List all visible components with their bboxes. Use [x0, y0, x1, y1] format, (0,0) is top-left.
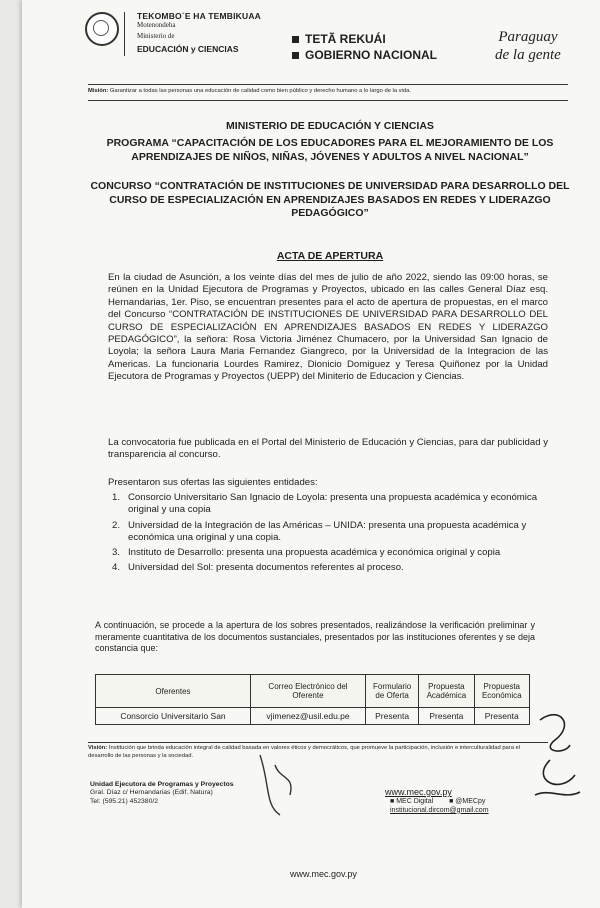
footer-rule	[88, 742, 548, 743]
mision-line	[88, 88, 411, 94]
ministry-title: MINISTERIO DE EDUCACIÓN Y CIENCIAS	[226, 120, 434, 132]
cell-formulario: Presenta	[366, 708, 419, 725]
footer-bottom-web[interactable]: www.mec.gov.py	[290, 869, 357, 879]
paragraph-2: La convocatoria fue publicada en el Portal del Ministerio de Educación y Ciencias, para dar publicidad y transparencia al concurso.	[108, 437, 548, 461]
footer-social	[390, 798, 489, 815]
square-bullet-icon	[292, 52, 299, 59]
ministry-guarani-sub: Motenondeha	[137, 21, 176, 29]
entities-list	[112, 492, 552, 578]
mision-text: Garantizar a todas las personas una educación de calidad como bien público y derecho humano a lo largo de la vida.	[109, 88, 411, 94]
list-item: 2. Universidad de la Integración de las Américas – UNIDA: presenta una propuesta académica y económica una original y una copia.	[112, 519, 527, 543]
header-divider	[124, 12, 125, 56]
social-icon: ■	[449, 798, 454, 805]
cell-economica: Presenta	[474, 708, 529, 725]
brand-line-1: Paraguay	[498, 29, 558, 45]
col-academica: Propuesta Académica	[419, 675, 474, 708]
footer-phone: Tel: (595.21) 452380/2	[90, 797, 159, 805]
footer-email[interactable]: institucional.dircom@gmail.com	[390, 806, 489, 814]
list-item: 1. Consorcio Universitario San Ignacio de Loyola: presenta una propuesta académica y económica original y una copia	[112, 492, 538, 516]
list-item: 3. Instituto de Desarrollo: presenta una propuesta académica y económica original y copia	[112, 547, 501, 559]
cell-oferente: Consorcio Universitario San	[96, 708, 251, 725]
offers-table	[95, 674, 530, 725]
paragraph-1: En la ciudad de Asunción, a los veinte días del mes de julio de año 2022, siendo las 09:00 horas, se reúnen en la Unidad Ejecutora de Programas y Proyectos, ubicado en las calles General Díaz esq. Hernandarias, 1er. Piso, se encuentran presentes para el acto de apertura de propuestas, en el marco del Concurso “CONTRATACIÓN DE INSTITUCIONES DE UNIVERSIDAD PARA DESARROLLO DEL CURSO DE ESPECIALIZACIÓN EN APRENDIZAJES BASADOS EN REDES Y LIDERAZGO PEDAGÓGICO”, la señora: Rosa Victoria Jiménez Chumacero, por la Universidad San Ignacio de Loyola; la señora Laura Maria Fernandez Giangreco, por la Universidad de la Integracion de las Americas. La funcionaria Lourdes Ramirez, Dionicio Domiguez y Teresa Quiñonez por la Unidad Ejecutora de Programas y Proyectos (UEPP) del Miniterio de Educacion y Ciencias.	[108, 272, 548, 383]
vision-line	[88, 745, 538, 760]
mision-label: Misión:	[88, 88, 109, 94]
table-row	[96, 708, 530, 725]
social-icon: ■	[390, 798, 395, 805]
programa-title: PROGRAMA “CAPACITACIÓN DE LOS EDUCADORES PARA EL MEJORAMIENTO DE LOS APRENDIZAJES DE NIÑOS, NIÑAS, JÓVENES Y ADULTOS A NIVEL NACIONAL”	[106, 137, 554, 163]
ministry-guarani-name: TEKOMBO´E HA TEMBIKUAA	[137, 11, 262, 21]
cell-academica: Presenta	[419, 708, 474, 725]
table-header-row	[96, 675, 530, 708]
vision-label: Visión:	[88, 745, 108, 751]
col-oferentes: Oferentes	[96, 675, 251, 708]
footer-web-link[interactable]: www.mec.gov.py	[385, 787, 452, 797]
square-bullet-icon	[292, 36, 299, 43]
ministry-small-label: Ministerio de	[137, 32, 175, 40]
footer-street: Gral. Díaz c/ Hernandarias (Edif. Natura)	[90, 789, 213, 797]
gov-line-2: GOBIERNO NACIONAL	[305, 48, 437, 62]
brand-line-2: de la gente	[495, 47, 561, 63]
acta-title: ACTA DE APERTURA	[276, 250, 384, 262]
paragraph-3: Presentaron sus ofertas las siguientes entidades:	[108, 477, 318, 488]
cell-correo: vjimenez@usil.edu.pe	[251, 708, 366, 725]
list-item: 4. Universidad del Sol: presenta documentos referentes al proceso.	[112, 562, 404, 574]
ministry-main-label: EDUCACIÓN y CIENCIAS	[137, 44, 239, 54]
footer-unit: Unidad Ejecutora de Programas y Proyectos	[90, 781, 234, 788]
mision-rule	[88, 100, 568, 101]
social-mec-digital[interactable]: MEC Digital	[396, 798, 434, 805]
social-mecpy[interactable]: @MECpy	[455, 798, 486, 805]
footer-address	[90, 781, 234, 806]
ministry-seal-icon	[85, 12, 119, 46]
col-correo: Correo Electrónico del Oferente	[251, 675, 366, 708]
col-economica: Propuesta Económica	[474, 675, 529, 708]
paraguay-brand	[495, 28, 561, 64]
col-formulario: Formulario de Oferta	[366, 675, 419, 708]
paragraph-4: A continuación, se procede a la apertura de los sobres presentados, realizándose la verificación preliminar y meramente cuantitativa de los documentos sustanciales, presentados por las instituciones oferentes y se deja constancia que:	[95, 620, 535, 654]
vision-text: Institución que brinda educación integral de calidad basada en valores éticos y democráticos, que promueve la participación, inclusión e interculturalidad para el desarrollo de las personas y la sociedad.	[88, 745, 521, 759]
gov-line-1: TETÃ REKUÁI	[305, 32, 386, 46]
header-rule	[88, 84, 568, 85]
concurso-title: CONCURSO “CONTRATACIÓN DE INSTITUCIONES DE UNIVERSIDAD PARA DESARROLLO DEL CURSO DE ESPECIALIZACIÓN EN APRENDIZAJES BASADOS EN REDES Y LIDERAZGO PEDAGÓGICO”	[90, 180, 570, 219]
